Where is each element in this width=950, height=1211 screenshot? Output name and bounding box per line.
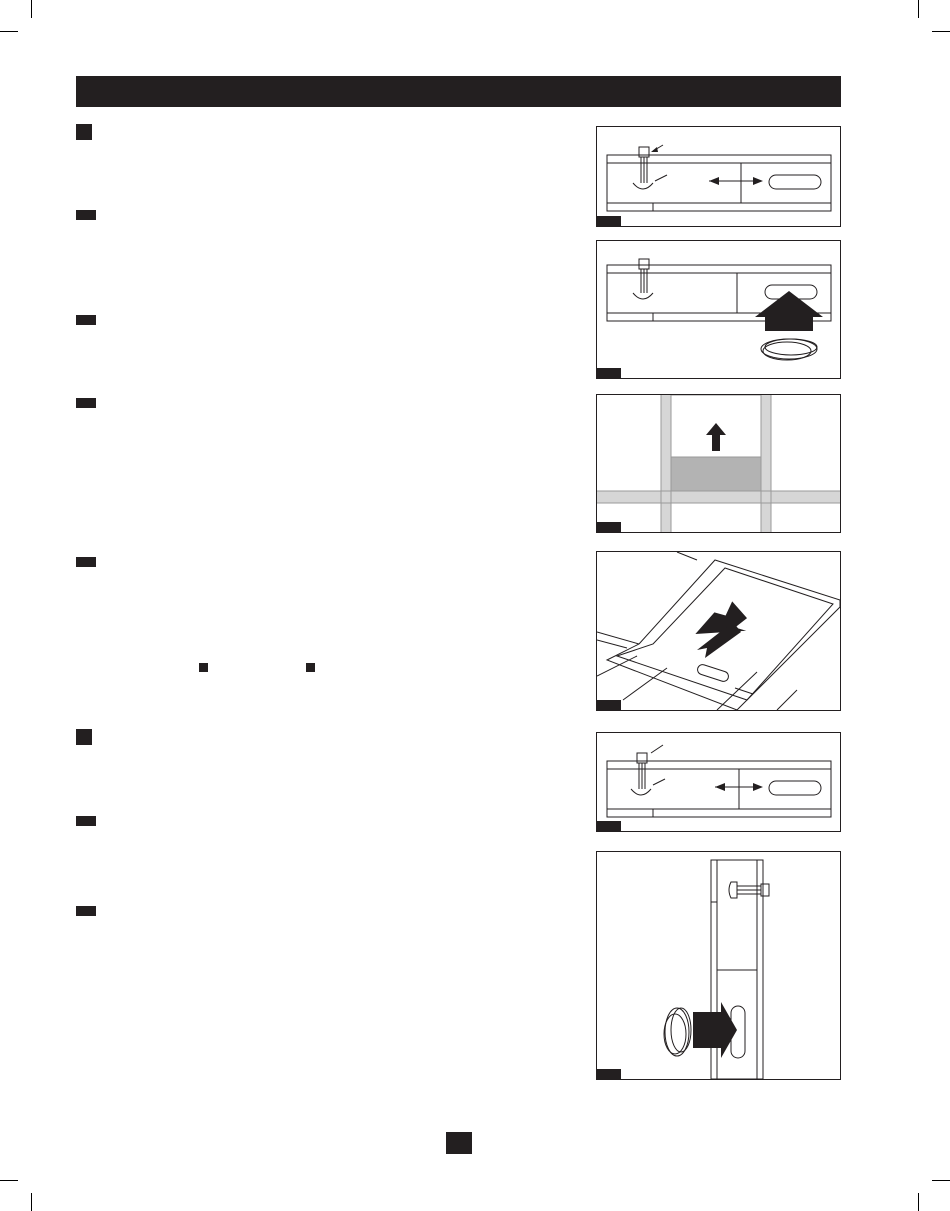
step-marker-5 — [76, 557, 96, 567]
figure-label-tab — [597, 368, 621, 378]
figure-ceiling-tile — [596, 394, 841, 533]
figure-bracket-screw-2 — [596, 732, 841, 832]
crop-mark — [31, 0, 32, 18]
crop-mark — [932, 1180, 950, 1181]
figure-label-tab — [597, 522, 621, 532]
crop-mark — [0, 31, 18, 32]
figure-bracket-strap — [596, 240, 841, 379]
crop-mark — [932, 31, 950, 32]
crop-mark — [918, 0, 919, 18]
ceiling-tile-illustration — [597, 395, 840, 532]
crop-mark — [31, 1193, 32, 1211]
step-marker-2 — [76, 210, 96, 220]
crop-mark — [0, 1180, 18, 1181]
step-marker-7 — [76, 816, 96, 826]
inline-ref-marker — [306, 663, 315, 672]
figure-label-tab — [597, 1069, 621, 1079]
figure-label-tab — [597, 700, 621, 710]
bracket-strap-illustration — [597, 241, 840, 378]
ceiling-panel-illustration — [597, 552, 840, 710]
figure-vertical-bracket — [596, 851, 841, 1080]
step-marker-8 — [76, 906, 96, 916]
page-number — [446, 1132, 472, 1154]
step-marker-3 — [76, 315, 96, 325]
section-title — [76, 83, 84, 99]
vertical-bracket-illustration — [597, 852, 840, 1079]
figure-label-tab — [597, 821, 621, 831]
bracket-illustration-2 — [597, 733, 840, 831]
bracket-illustration — [597, 127, 840, 226]
figure-ceiling-panel — [596, 551, 841, 711]
figure-bracket-screw-1 — [596, 126, 841, 227]
crop-mark — [918, 1193, 919, 1211]
figure-label-tab — [597, 216, 621, 226]
section-header-bar — [76, 76, 841, 107]
step-marker-1 — [76, 124, 92, 140]
step-marker-6 — [76, 729, 92, 745]
step-marker-4 — [76, 398, 96, 408]
inline-ref-marker — [199, 663, 208, 672]
